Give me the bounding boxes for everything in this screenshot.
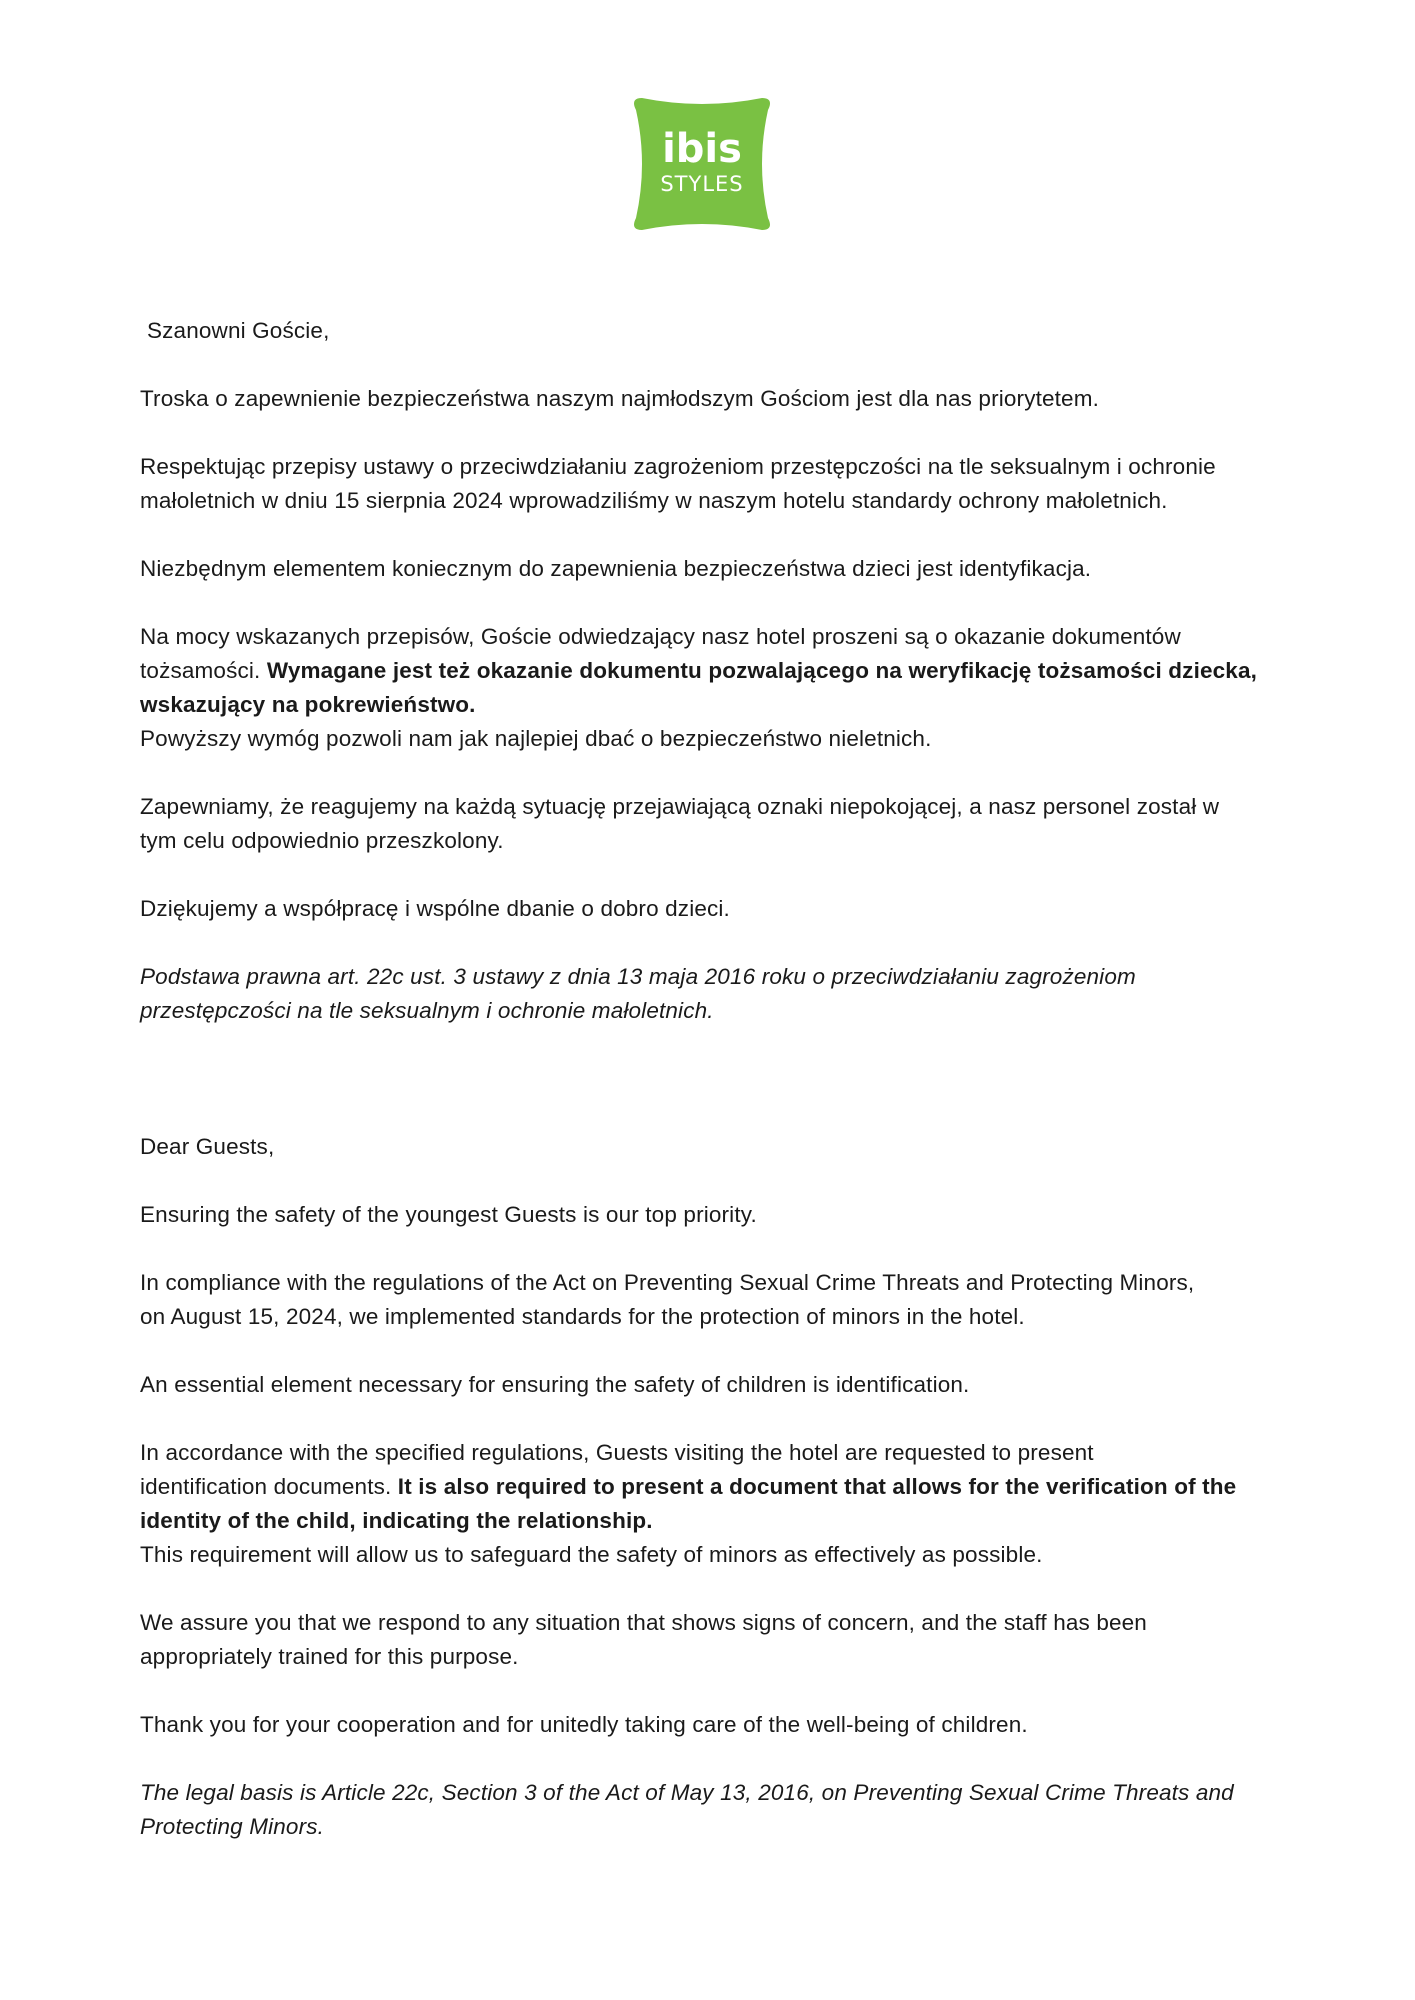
logo-brand-ibis: ibis (662, 126, 742, 172)
polish-paragraph-identification: Niezbędnym elementem koniecznym do zapewnienia bezpieczeństwa dzieci jest identyfikacja. (140, 556, 1092, 581)
polish-paragraph-documents-line2 (140, 654, 1300, 688)
english-documents-normal-text: identification documents. (140, 1474, 398, 1499)
polish-paragraph-regulations-line2: małoletnich w dniu 15 sierpnia 2024 wprowadziliśmy w naszym hotelu standardy ochrony małoletnich. (140, 488, 1168, 513)
english-paragraph-documents-line3: identity of the child, indicating the relationship. (140, 1508, 653, 1533)
polish-paragraph-documents-line1: Na mocy wskazanych przepisów, Goście odwiedzający nasz hotel proszeni są o okazanie dokumentów (140, 624, 1181, 649)
polish-salutation: Szanowni Goście, (147, 318, 330, 343)
letter-body (140, 300, 1300, 1844)
english-paragraph-documents-line2 (140, 1470, 1300, 1504)
english-paragraph-priority: Ensuring the safety of the youngest Guests is our top priority. (140, 1202, 757, 1227)
english-paragraph-regulations-line1: In compliance with the regulations of the Act on Preventing Sexual Crime Threats and Protecting Minors, (140, 1270, 1195, 1295)
polish-paragraph-priority: Troska o zapewnienie bezpieczeństwa naszym najmłodszym Gościom jest dla nas priorytetem. (140, 386, 1100, 411)
polish-paragraph-response-line2: tym celu odpowiednio przeszkolony. (140, 828, 504, 853)
polish-legal-basis-line2: przestępczości na tle seksualnym i ochronie małoletnich. (140, 998, 714, 1023)
logo-brand-styles: STYLES (660, 172, 744, 196)
polish-documents-normal-text: tożsamości. (140, 658, 267, 683)
english-salutation: Dear Guests, (140, 1134, 275, 1159)
polish-documents-bold-text: Wymagane jest też okazanie dokumentu pozwalającego na weryfikację tożsamości dziecka, (266, 658, 1258, 683)
polish-paragraph-thanks: Dziękujemy a współpracę i wspólne dbanie o dobro dzieci. (140, 896, 730, 921)
english-documents-bold-text: It is also required to present a document that allows for the verification of the (397, 1474, 1237, 1499)
polish-paragraph-regulations-line1: Respektując przepisy ustawy o przeciwdziałaniu zagrożeniom przestępczości na tle seksualnym i ochronie (140, 454, 1216, 479)
english-legal-basis-line2: Protecting Minors. (140, 1814, 325, 1839)
polish-paragraph-response-line1: Zapewniamy, że reagujemy na każdą sytuację przejawiającą oznaki niepokojącej, a nasz personel został w (140, 794, 1220, 819)
polish-paragraph-documents-line3: wskazujący na pokrewieństwo. (140, 692, 476, 717)
english-paragraph-thanks: Thank you for your cooperation and for unitedly taking care of the well-being of children. (140, 1712, 1028, 1737)
ibis-styles-logo (634, 96, 770, 232)
polish-legal-basis-line1: Podstawa prawna art. 22c ust. 3 ustawy z dnia 13 maja 2016 roku o przeciwdziałaniu zagrożeniom (140, 964, 1136, 989)
polish-paragraph-documents-line4: Powyższy wymóg pozwoli nam jak najlepiej dbać o bezpieczeństwo nieletnich. (140, 726, 932, 751)
english-legal-basis-line1: The legal basis is Article 22c, Section 3 of the Act of May 13, 2016, on Preventing Sexual Crime Threats and (140, 1780, 1234, 1805)
english-paragraph-documents-line1: In accordance with the specified regulations, Guests visiting the hotel are requested to present (140, 1440, 1094, 1465)
ibis-styles-logo-graphic (634, 96, 770, 232)
english-paragraph-documents-line4: This requirement will allow us to safeguard the safety of minors as effectively as possible. (140, 1542, 1043, 1567)
english-paragraph-response-line2: appropriately trained for this purpose. (140, 1644, 519, 1669)
english-paragraph-regulations-line2: on August 15, 2024, we implemented standards for the protection of minors in the hotel. (140, 1304, 1025, 1329)
english-paragraph-response-line1: We assure you that we respond to any situation that shows signs of concern, and the staff has been (140, 1610, 1147, 1635)
english-paragraph-identification: An essential element necessary for ensuring the safety of children is identification. (140, 1372, 970, 1397)
